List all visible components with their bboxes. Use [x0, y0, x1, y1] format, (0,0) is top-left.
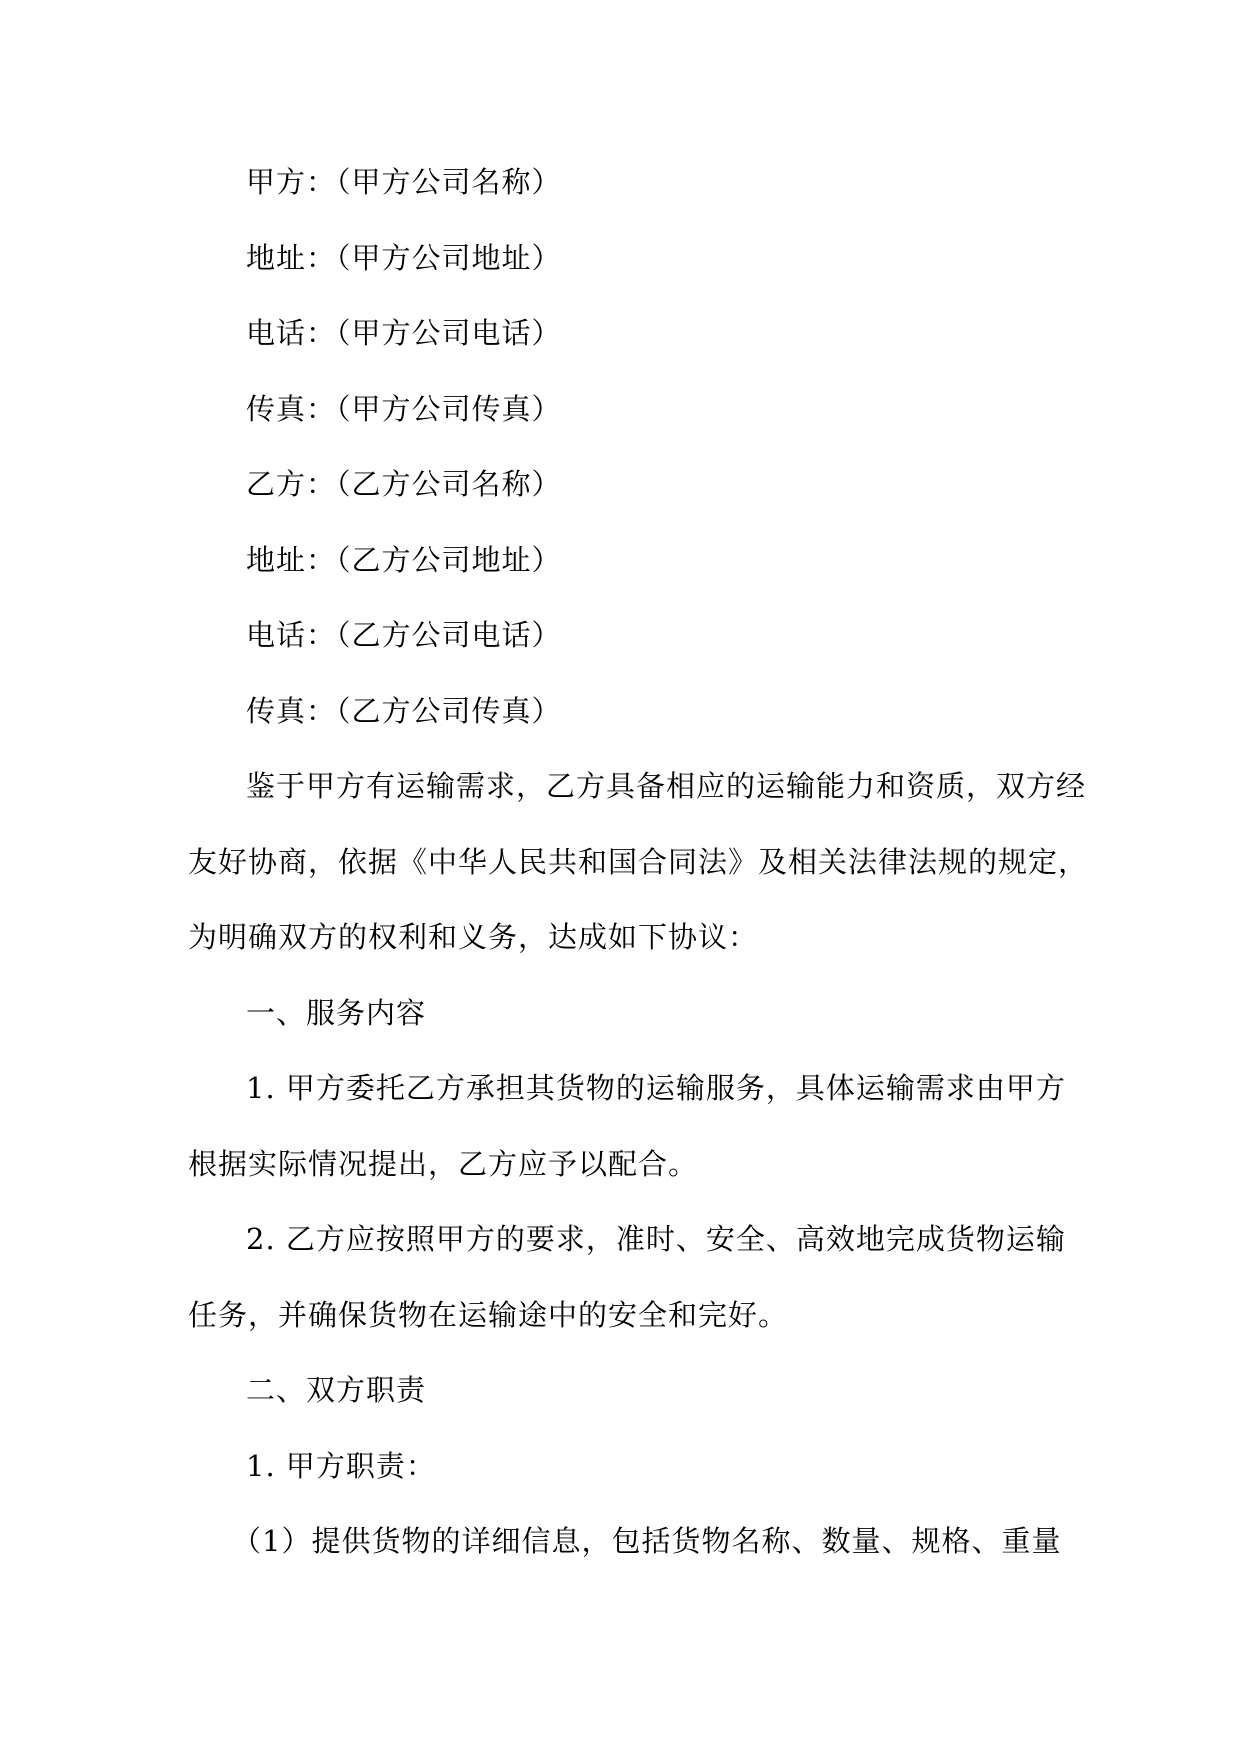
- party-b-address: 地址：（乙方公司地址）: [246, 542, 562, 577]
- preamble-line-3: 为明确双方的权利和义务，达成如下协议：: [188, 920, 759, 954]
- section-1-item-1-line-1: 1. 甲方委托乙方承担其货物的运输服务，具体运输需求由甲方: [246, 1071, 1066, 1105]
- preamble-line-2: 友好协商，依据《中华人民共和国合同法》及相关法律法规的规定，: [188, 844, 1089, 879]
- party-a-name: 甲方：（甲方公司名称）: [246, 165, 562, 199]
- section-1-heading: 一、服务内容: [246, 995, 427, 1030]
- section-2-item-1: 1. 甲方职责：: [246, 1448, 436, 1483]
- section-2-heading: 二、双方职责: [246, 1373, 427, 1407]
- party-b-fax: 传真：（乙方公司传真）: [246, 693, 562, 728]
- party-b-phone: 电话：（乙方公司电话）: [246, 618, 562, 652]
- section-1-item-1-line-2: 根据实际情况提出，乙方应予以配合。: [188, 1146, 699, 1181]
- contract-body: [188, 145, 1089, 1580]
- party-b-name: 乙方：（乙方公司名称）: [246, 467, 562, 501]
- party-a-address: 地址：（甲方公司地址）: [246, 240, 562, 275]
- party-a-phone: 电话：（甲方公司电话）: [246, 316, 562, 350]
- party-a-fax: 传真：（甲方公司传真）: [246, 391, 562, 426]
- section-2-sub-item-1: （1）提供货物的详细信息，包括货物名称、数量、规格、重量: [232, 1524, 1062, 1558]
- preamble-line-1: 鉴于甲方有运输需求，乙方具备相应的运输能力和资质，双方经: [246, 769, 1087, 803]
- section-1-item-2-line-1: 2. 乙方应按照甲方的要求，准时、安全、高效地完成货物运输: [246, 1222, 1066, 1256]
- section-1-item-2-line-2: 任务，并确保货物在运输途中的安全和完好。: [188, 1297, 789, 1332]
